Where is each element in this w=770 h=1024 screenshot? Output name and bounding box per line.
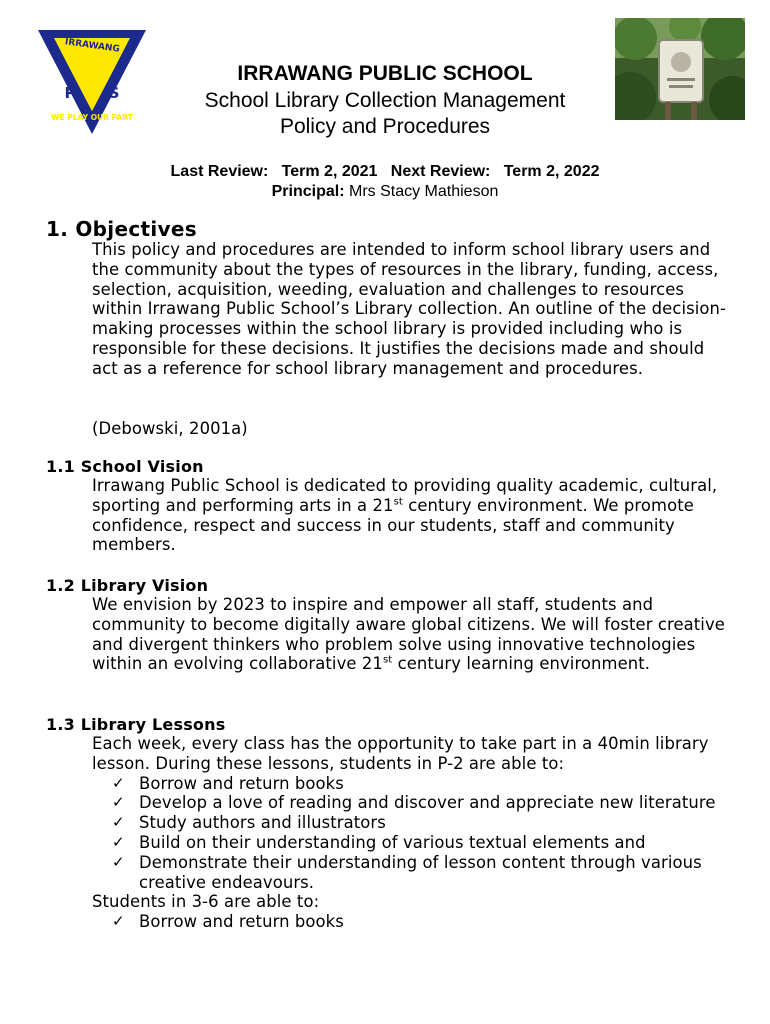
library-vision-heading: 1.2 Library Vision [46,576,209,595]
list-item-text: Study authors and illustrators [139,813,386,833]
principal-name: Mrs Stacy Mathieson [348,183,499,200]
document-subtitle-line1: School Library Collection Management [204,89,566,112]
school-logo [36,26,148,136]
list-item [92,912,732,932]
document-subtitle-line2: Policy and Procedures [279,115,491,138]
list-item [92,774,732,794]
school-vision-text-b: century environment. We promote confidence, respect and success in our students, staff and community members. [92,495,694,555]
review-info [0,162,770,202]
p2-list [92,774,732,893]
school-vision-text-a: Irrawang Public School is dedicated to providing quality academic, cultural, sporting and performing arts in a 21 [92,476,718,515]
principal-label: Principal: [271,183,345,200]
check-icon: ✓ [112,793,125,812]
next-review-label: Next Review: [390,163,491,180]
logo-motto: WE PLAY OUR PART [51,113,133,122]
school-vision-sup: st [393,496,403,508]
school-vision-heading: 1.1 School Vision [46,457,204,476]
logo-letter-p: P [64,84,76,102]
list-item-text: Build on their understanding of various textual elements and [139,832,646,852]
review-dates [0,162,770,182]
principal-line [0,182,770,202]
library-vision-text-b: century learning environment. [392,654,651,674]
last-review-label: Last Review: [170,163,269,180]
list-item-text: Borrow and return books [139,773,344,793]
logo-letter-s: S [108,84,120,102]
school-sign-photo [615,18,745,120]
library-lessons-body [92,734,732,932]
next-review-value: Term 2, 2022 [503,163,600,180]
title-block [140,60,630,140]
list-3-6 [92,912,732,932]
check-icon: ✓ [112,832,125,851]
list-item [92,853,732,893]
library-vision-text [92,595,732,674]
list-item-text: Demonstrate their understanding of lesson content through various creative endeavours. [139,852,702,892]
school-vision-text [92,476,732,555]
objectives-text: This policy and procedures are intended to inform school library users and the community about the types of resources in the library, funding, access, selection, acquisition, weeding, evaluation and challenges to resources within Irrawang Public School’s Library collection. An outline of the decision-making processes within the school library is provided including who is responsible for these decisions. It justifies the decisions made and should act as a reference for school library management and procedures. [92,240,727,378]
school-name: IRRAWANG PUBLIC SCHOOL [237,62,533,85]
last-review-value: Term 2, 2021 [281,163,378,180]
library-lessons-intro-3-6: Students in 3-6 are able to: [92,892,320,912]
library-lessons-intro: Each week, every class has the opportunity to take part in a 40min library lesson. During these lessons, students in P-2 are able to: [92,734,709,773]
logo-top-text: IRRAWANG [64,37,121,55]
check-icon: ✓ [112,912,125,931]
library-vision-text-a: We envision by 2023 to inspire and empower all staff, students and community to become digitally aware global citizens. We will foster creative and divergent thinkers who problem solve using innovative technologies within an evolving collaborative 21 [92,595,725,674]
check-icon: ✓ [112,852,125,871]
library-lessons-heading: 1.3 Library Lessons [46,715,226,734]
list-item [92,813,732,833]
list-item [92,833,732,853]
objectives-heading: 1. Objectives [46,217,197,241]
list-item [92,793,732,813]
list-item-text: Develop a love of reading and discover and appreciate new literature [139,793,716,813]
check-icon: ✓ [112,773,125,792]
objectives-citation: (Debowski, 2001a) [92,419,248,438]
library-vision-sup: st [382,654,393,666]
check-icon: ✓ [112,813,125,832]
list-item-text: Borrow and return books [139,912,344,932]
